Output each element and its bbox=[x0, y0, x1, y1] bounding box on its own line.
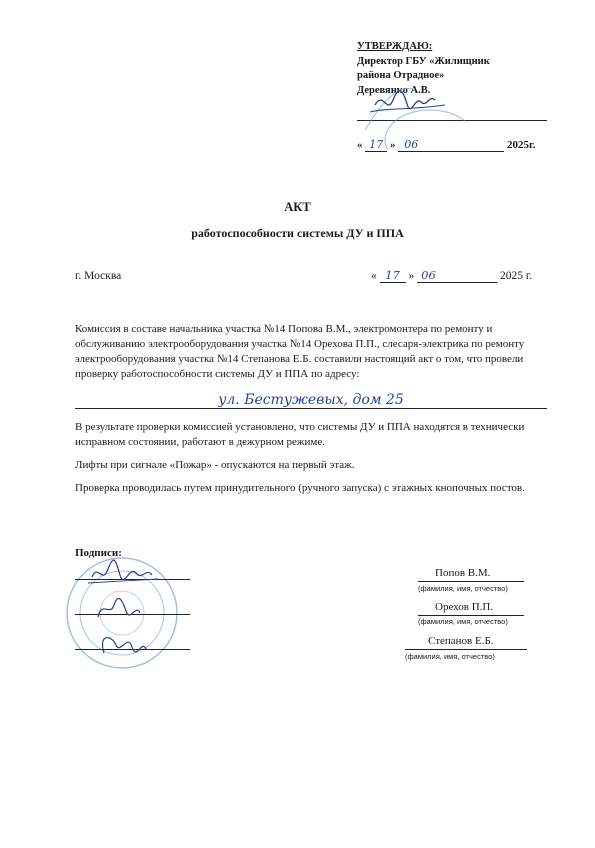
approval-director: Директор ГБУ «Жилищник bbox=[357, 55, 490, 67]
document-date-open: « bbox=[371, 270, 377, 282]
approval-date-open: « bbox=[357, 139, 363, 151]
address-handwritten: ул. Бестужевых, дом 25 bbox=[218, 392, 404, 408]
signatory-caption-3: (фамилия, имя, отчество) bbox=[405, 652, 495, 661]
approval-date-year: 2025г. bbox=[507, 139, 536, 151]
approval-date bbox=[357, 138, 536, 152]
approval-date-close: » bbox=[390, 139, 396, 151]
document-city: г. Москва bbox=[75, 270, 122, 282]
address-line bbox=[75, 408, 547, 409]
director-signature-image bbox=[355, 60, 465, 150]
document-date-year: 2025 г. bbox=[500, 270, 533, 282]
lifts-paragraph: Лифты при сигнале «Пожар» - опускаются на первый этаж. bbox=[75, 459, 355, 471]
signatures-label: Подписи: bbox=[75, 547, 122, 559]
signatory-line-3 bbox=[405, 649, 527, 650]
signatory-name-1: Попов В.М. bbox=[435, 567, 491, 579]
signatory-caption-2: (фамилия, имя, отчество) bbox=[418, 617, 508, 626]
signatory-name-2: Орехов П.П. bbox=[435, 601, 494, 613]
handwritten-signatures-image bbox=[80, 555, 170, 665]
document-subtitle: работоспособности системы ДУ и ППА bbox=[191, 226, 404, 240]
document-title: АКТ bbox=[284, 200, 311, 214]
signatory-line-2 bbox=[418, 615, 524, 616]
approval-header: УТВЕРЖДАЮ: bbox=[357, 41, 433, 52]
approval-date-month: 06 bbox=[398, 138, 504, 152]
approval-name: Деревянко А.В. bbox=[357, 84, 431, 96]
document-date bbox=[371, 268, 532, 283]
result-paragraph: В результате проверки комиссией установлено, что системы ДУ и ППА находятся в технически исправном состоянии, работают в дежурном режиме. bbox=[75, 421, 525, 448]
signatory-caption-1: (фамилия, имя, отчество) bbox=[418, 584, 508, 593]
signatory-name-3: Степанов Е.Б. bbox=[428, 635, 494, 647]
method-paragraph: Проверка проводилась путем принудительного (ручного запуска) с этажных кнопочных постов. bbox=[75, 482, 525, 494]
document-date-day: 17 bbox=[380, 268, 406, 283]
approval-date-day: 17 bbox=[365, 138, 387, 152]
signatory-line-1 bbox=[418, 581, 524, 582]
document-date-month: 06 bbox=[417, 268, 497, 283]
commission-paragraph: Комиссия в составе начальника участка №14 Попова В.М., электромонтера по ремонту и обслуживанию электрооборудования участка №14 Орехова П.П., слесаря-электрика по ремонту электрооборудования участка №14 Степанова Е.Б. составили настоящий акт о том, что провели проверку работоспособности системы ДУ и ППА по адресу: bbox=[75, 323, 525, 380]
document-date-close: » bbox=[408, 270, 415, 282]
approval-organization: района Отрадное» bbox=[357, 70, 445, 81]
